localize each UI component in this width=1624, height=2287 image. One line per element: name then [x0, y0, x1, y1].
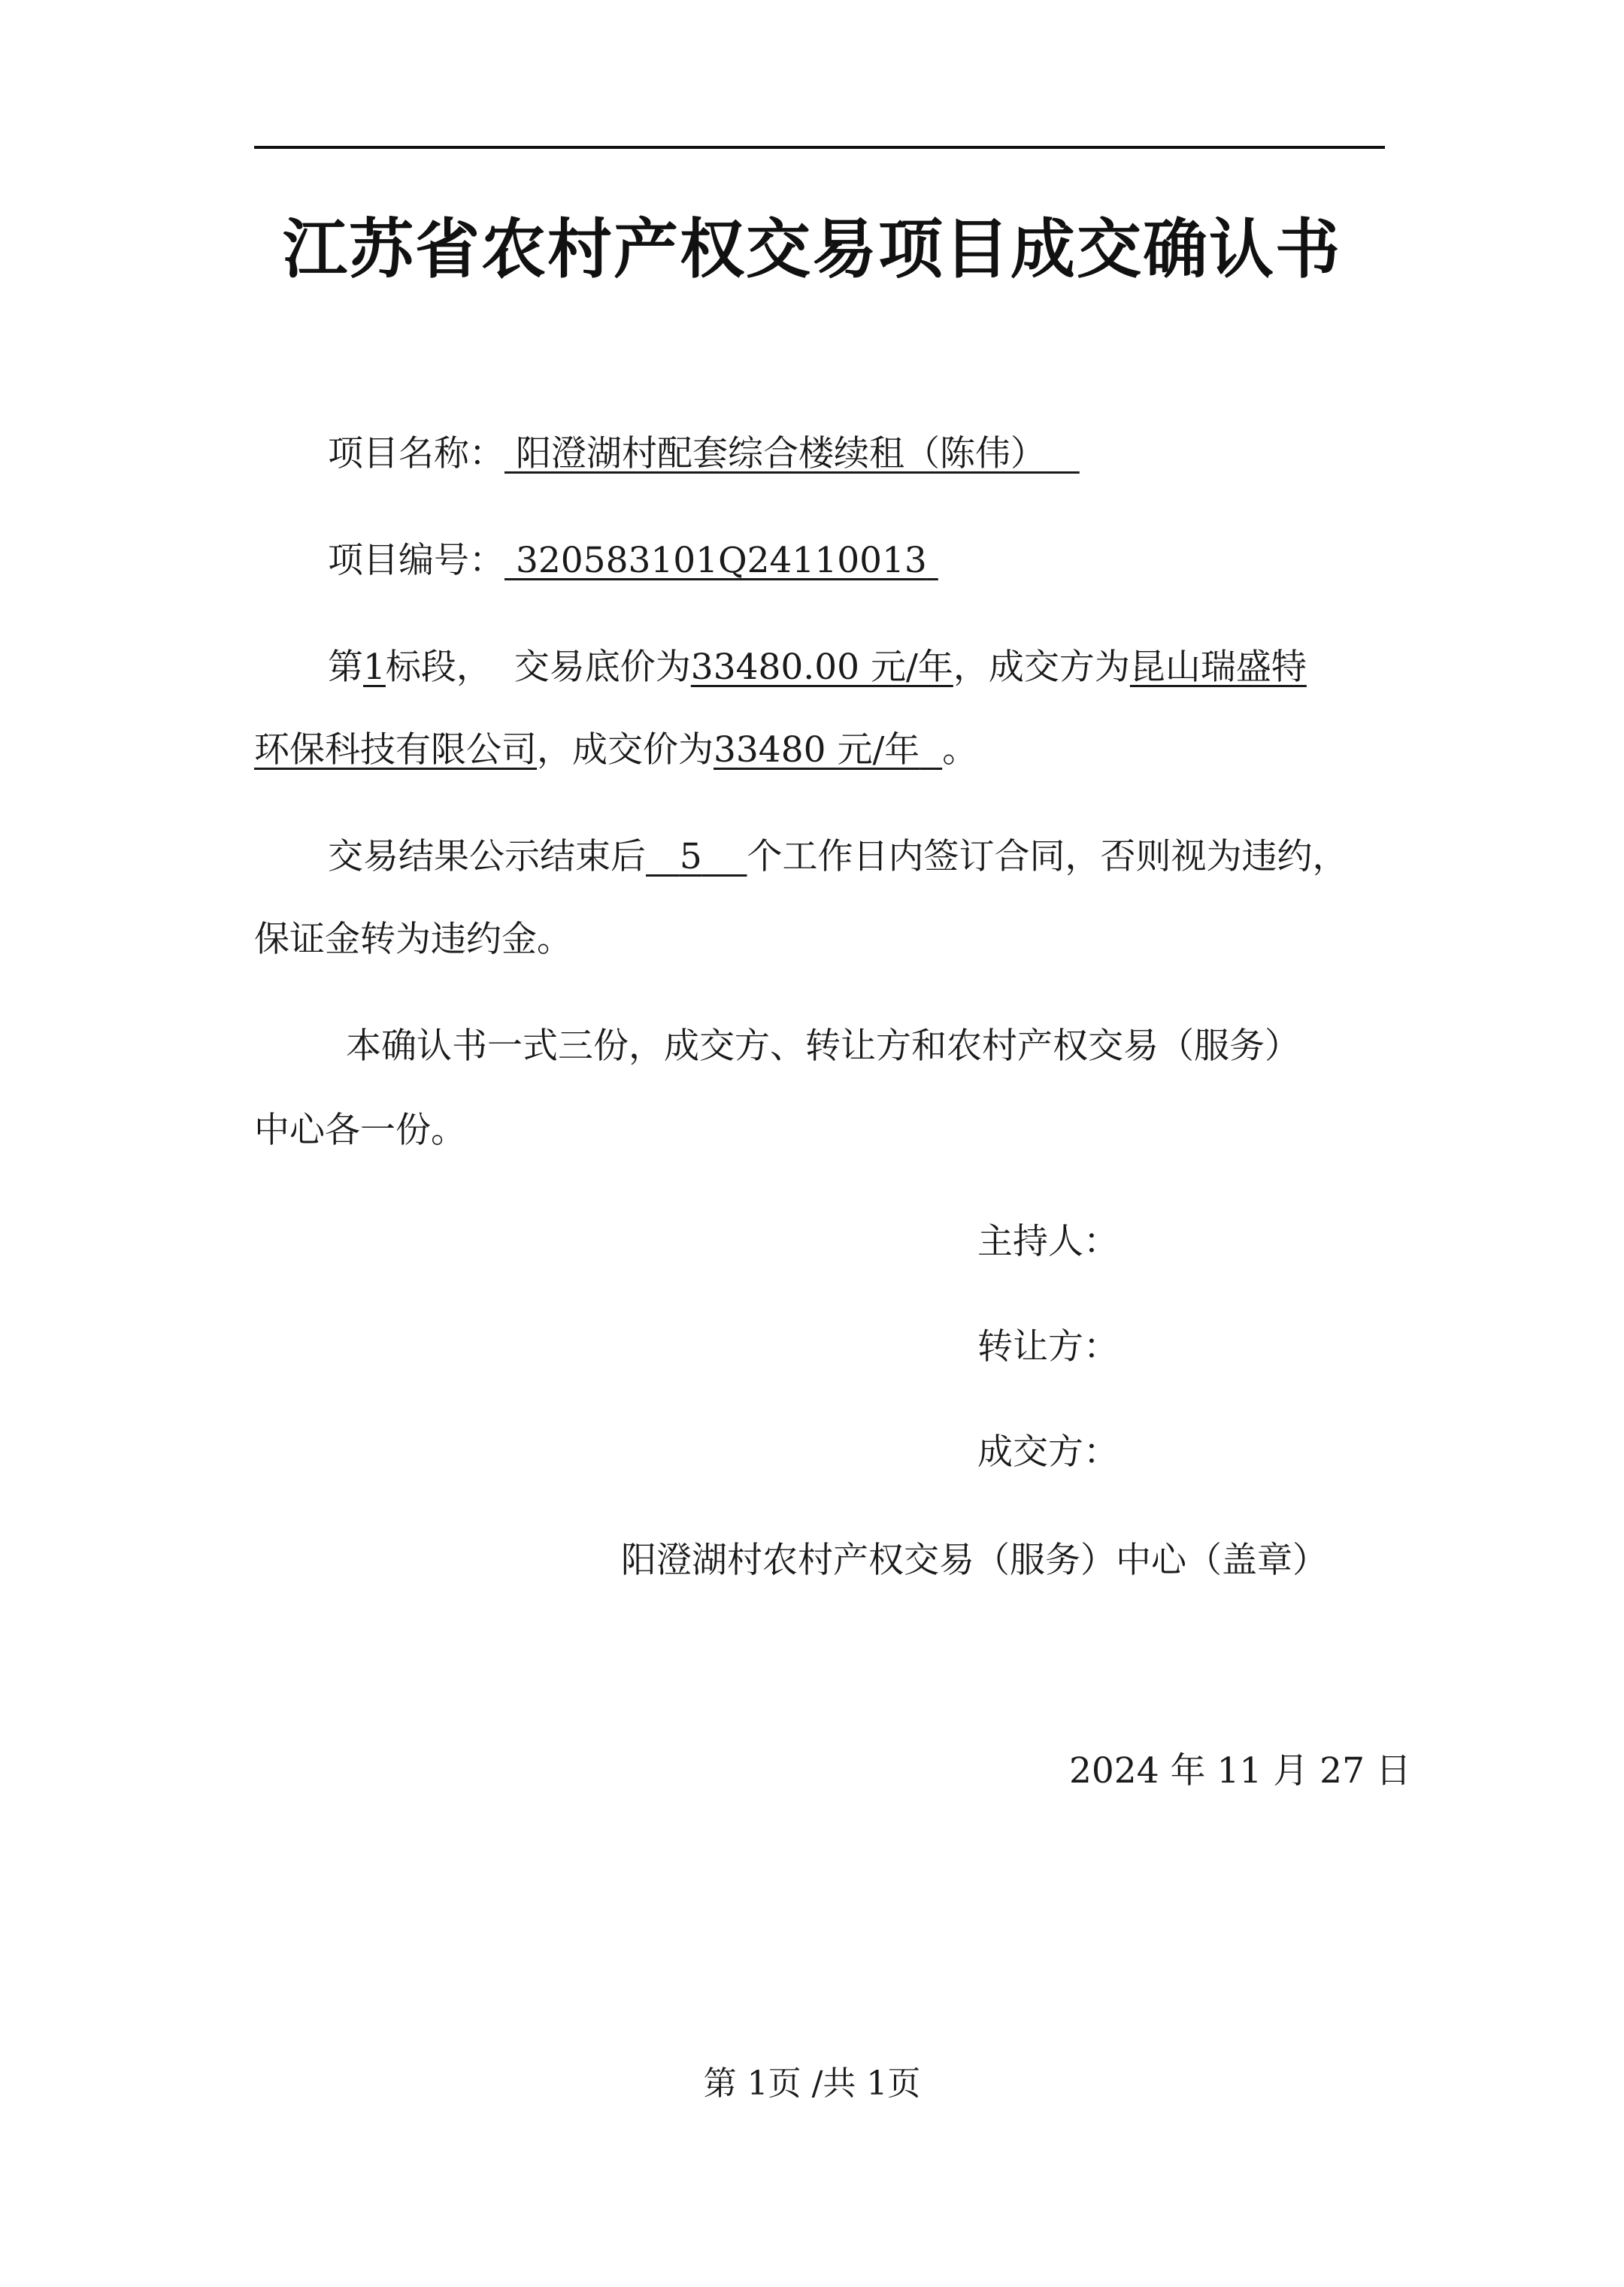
signing-suffix: 个工作日内签订合同，否则视为违约，	[747, 836, 1348, 877]
deal-label: ，成交价为	[537, 729, 714, 771]
project-code-row	[328, 538, 938, 583]
project-name-value: 阳澄湖村配套综合楼续租（陈伟）	[515, 433, 1046, 474]
winner-name-part2: 环保科技有限公司	[254, 729, 537, 771]
copies-line-2: 中心各一份。	[254, 1110, 466, 1151]
reserve-label: 交易底价为	[514, 647, 691, 688]
signing-row	[328, 835, 1348, 880]
winner-label: ，成交方为	[953, 647, 1130, 688]
transferor-label: 转让方：	[977, 1326, 1119, 1368]
lot-suffix: 标段，	[385, 647, 492, 688]
page-footer: 第 1页 /共 1页	[703, 2064, 921, 2103]
signing-row-continued: 保证金转为违约金。	[254, 919, 572, 960]
reserve-value: 33480.00 元/年	[690, 647, 953, 688]
document-date: 2024 年 11 月 27 日	[1069, 1750, 1411, 1792]
host-label: 主持人：	[977, 1221, 1119, 1262]
lot-number: 1	[363, 647, 386, 688]
project-code-label: 项目编号：	[328, 540, 504, 581]
lot-prefix: 第	[328, 647, 363, 688]
project-name-label: 项目名称：	[328, 433, 504, 474]
lot-row	[328, 645, 1307, 690]
lot-row-continued	[254, 728, 977, 773]
buyer-label: 成交方：	[977, 1431, 1119, 1473]
signing-prefix: 交易结果公示结束后	[328, 836, 646, 877]
project-name-row	[328, 432, 1080, 477]
signing-days: 5	[679, 836, 702, 877]
center-seal-label: 阳澄湖村农村产权交易（服务）中心（盖章）	[621, 1540, 1328, 1581]
top-rule	[254, 146, 1385, 149]
document-title: 江苏省农村产权交易项目成交确认书	[283, 212, 1341, 287]
deal-value: 33480 元/年	[714, 729, 920, 771]
deal-end: 。	[942, 729, 978, 771]
winner-name-part1: 昆山瑞盛特	[1129, 647, 1307, 688]
project-code-value: 320583101Q24110013	[515, 540, 927, 581]
copies-line-1: 本确认书一式三份，成交方、转让方和农村产权交易（服务）	[346, 1025, 1300, 1067]
